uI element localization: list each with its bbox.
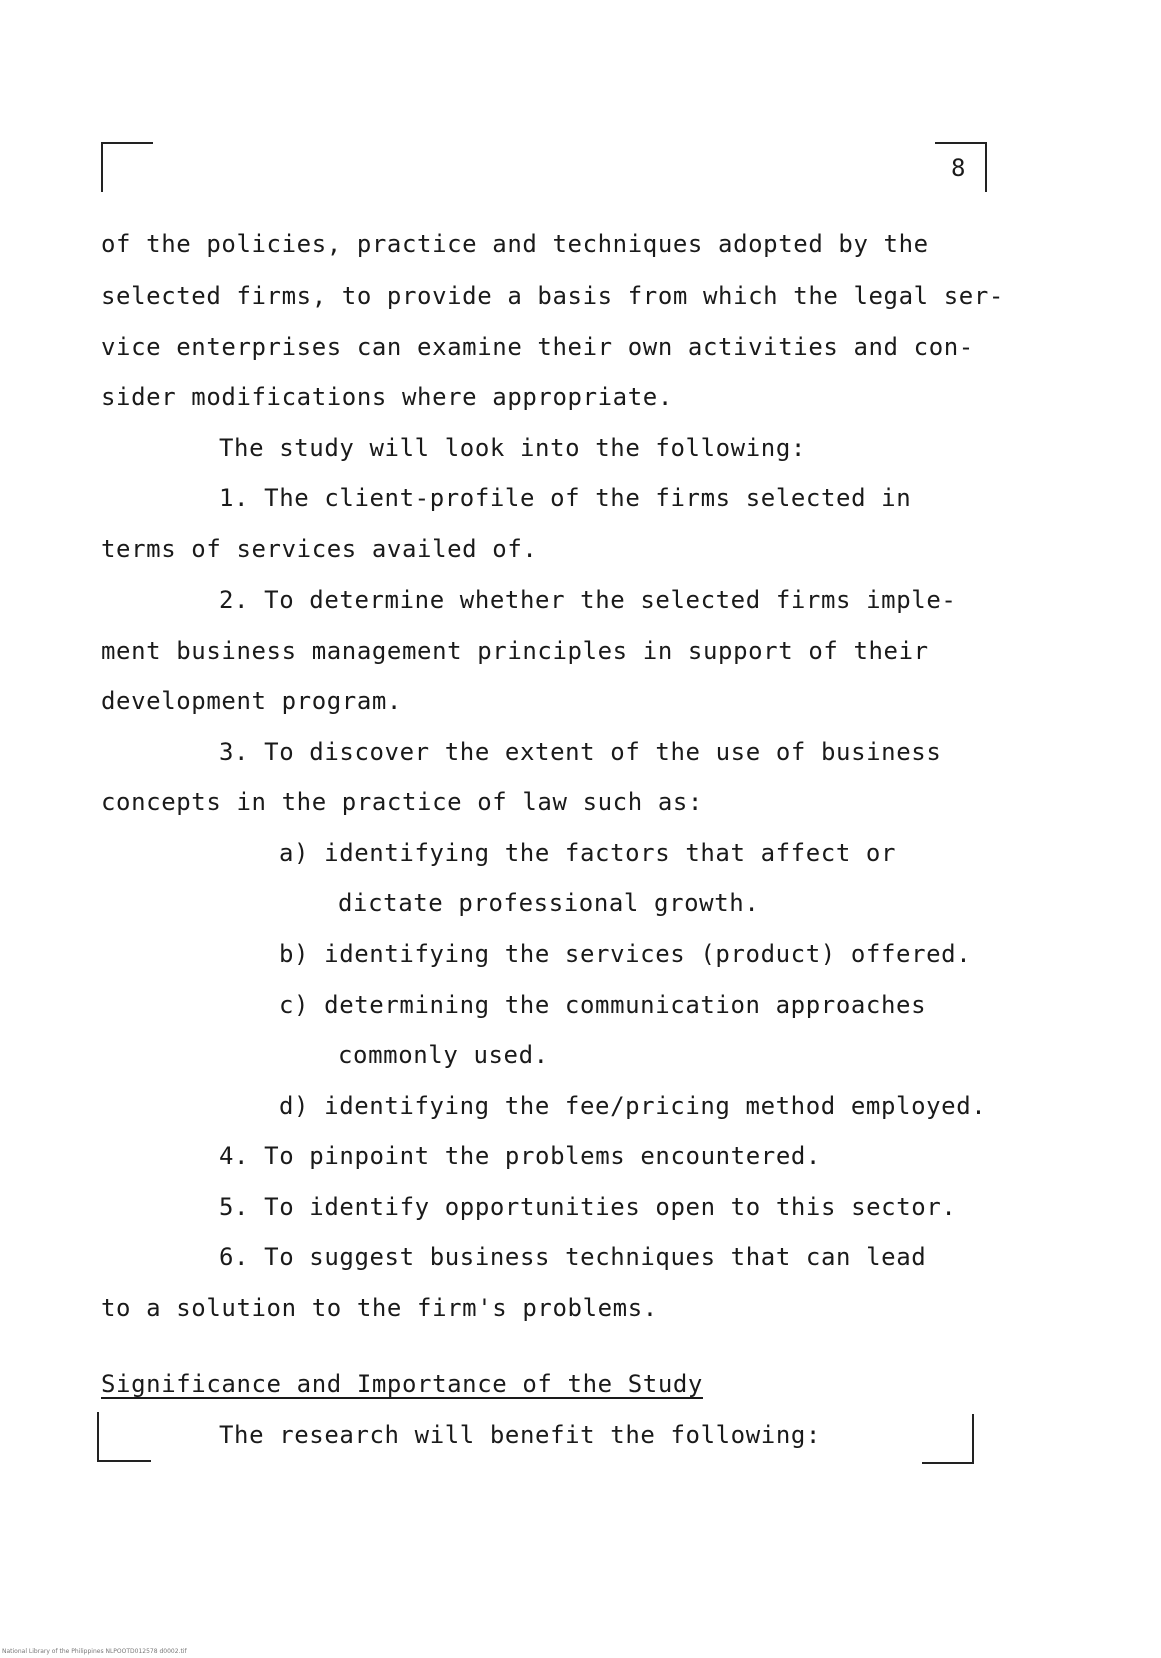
text-line: c) determining the communication approaches xyxy=(279,991,927,1019)
text-line: ment business management principles in support of their xyxy=(101,637,929,665)
text-line: vice enterprises can examine their own activities and con- xyxy=(101,333,974,361)
section-intro: The research will benefit the following: xyxy=(219,1421,821,1449)
text-line: concepts in the practice of law such as: xyxy=(101,788,703,816)
text-line: 2. To determine whether the selected firms imple- xyxy=(219,586,957,614)
text-line: 3. To discover the extent of the use of business xyxy=(219,738,942,766)
scan-footer: National Library of the Philippines NLPOOTD012578 d0002.tif xyxy=(2,1648,187,1655)
text-line: d) identifying the fee/pricing method employed. xyxy=(279,1092,987,1120)
section-heading: Significance and Importance of the Study xyxy=(101,1370,703,1398)
corner-mark-bottom-right xyxy=(922,1414,974,1464)
text-line: of the policies, practice and techniques adopted by the xyxy=(101,230,929,258)
text-line: 1. The client-profile of the firms selected in xyxy=(219,484,912,512)
text-line: to a solution to the firm's problems. xyxy=(101,1294,658,1322)
text-line: terms of services availed of. xyxy=(101,535,538,563)
text-line: selected firms, to provide a basis from which the legal ser- xyxy=(101,282,1004,310)
text-line: 6. To suggest business techniques that can lead xyxy=(219,1243,927,1271)
text-line: 5. To identify opportunities open to this sector. xyxy=(219,1193,957,1221)
page-number: 8 xyxy=(951,154,966,182)
corner-mark-top-left xyxy=(101,142,153,192)
text-line: b) identifying the services (product) offered. xyxy=(279,940,972,968)
text-line: commonly used. xyxy=(338,1041,549,1069)
corner-mark-bottom-left xyxy=(97,1412,151,1462)
text-line: dictate professional growth. xyxy=(338,889,760,917)
text-line: development program. xyxy=(101,687,402,715)
text-line: 4. To pinpoint the problems encountered. xyxy=(219,1142,821,1170)
text-line: sider modifications where appropriate. xyxy=(101,383,673,411)
text-line: The study will look into the following: xyxy=(219,434,806,462)
text-line: a) identifying the factors that affect or xyxy=(279,839,897,867)
